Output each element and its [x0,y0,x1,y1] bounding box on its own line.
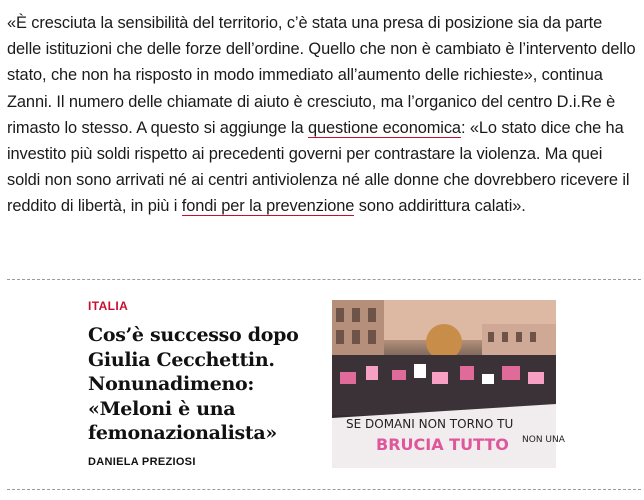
divider-bottom [7,489,641,490]
article-paragraph [7,10,639,220]
related-photo[interactable] [332,300,565,468]
divider-top [7,279,641,280]
protest-photo-illustration [332,300,565,468]
banner-text-2: BRUCIA TUTTO [376,435,509,454]
related-kicker[interactable]: ITALIA [88,299,129,313]
related-article-card[interactable] [88,299,318,468]
related-author[interactable]: DANIELA PREZIOSI [88,455,196,468]
banner-text-1: SE DOMANI NON TORNO TU [346,417,514,431]
related-title[interactable]: Cos’è successo dopo Giulia Cecchettin. Nonunadimeno: «Meloni è una femonazionalista» [88,324,299,444]
paragraph-text-2: : «Lo stato dice che ha investito più soldi rispetto ai precedenti governi per contrastare la violenza. Ma quei soldi non sono arrivati né ai centri antiviolenza né alle donne che dovrebbero ricevere il reddito di libertà, in più i [7,118,630,216]
paragraph-text-3: sono addirittura calati». [354,197,526,216]
paragraph-text-1: «È cresciuta la sensibilità del territorio, c’è stata una presa di posizione sia da parte delle istituzioni che delle forze dell’ordine. Quello che non è cambiato è l’intervento dello stato, che non ha risposto in modo immediato all’aumento delle richieste», continua Zanni. Il numero delle chiamate di aiuto è cresciuto, ma l’organico del centro D.i.Re è rimasto lo stesso. A questo si aggiunge la [7,14,636,137]
banner-text-3: NON UNA [522,435,565,445]
link-fondi-prevenzione[interactable]: fondi per la prevenzione [181,197,355,216]
link-questione-economica[interactable]: questione economica [307,118,461,137]
